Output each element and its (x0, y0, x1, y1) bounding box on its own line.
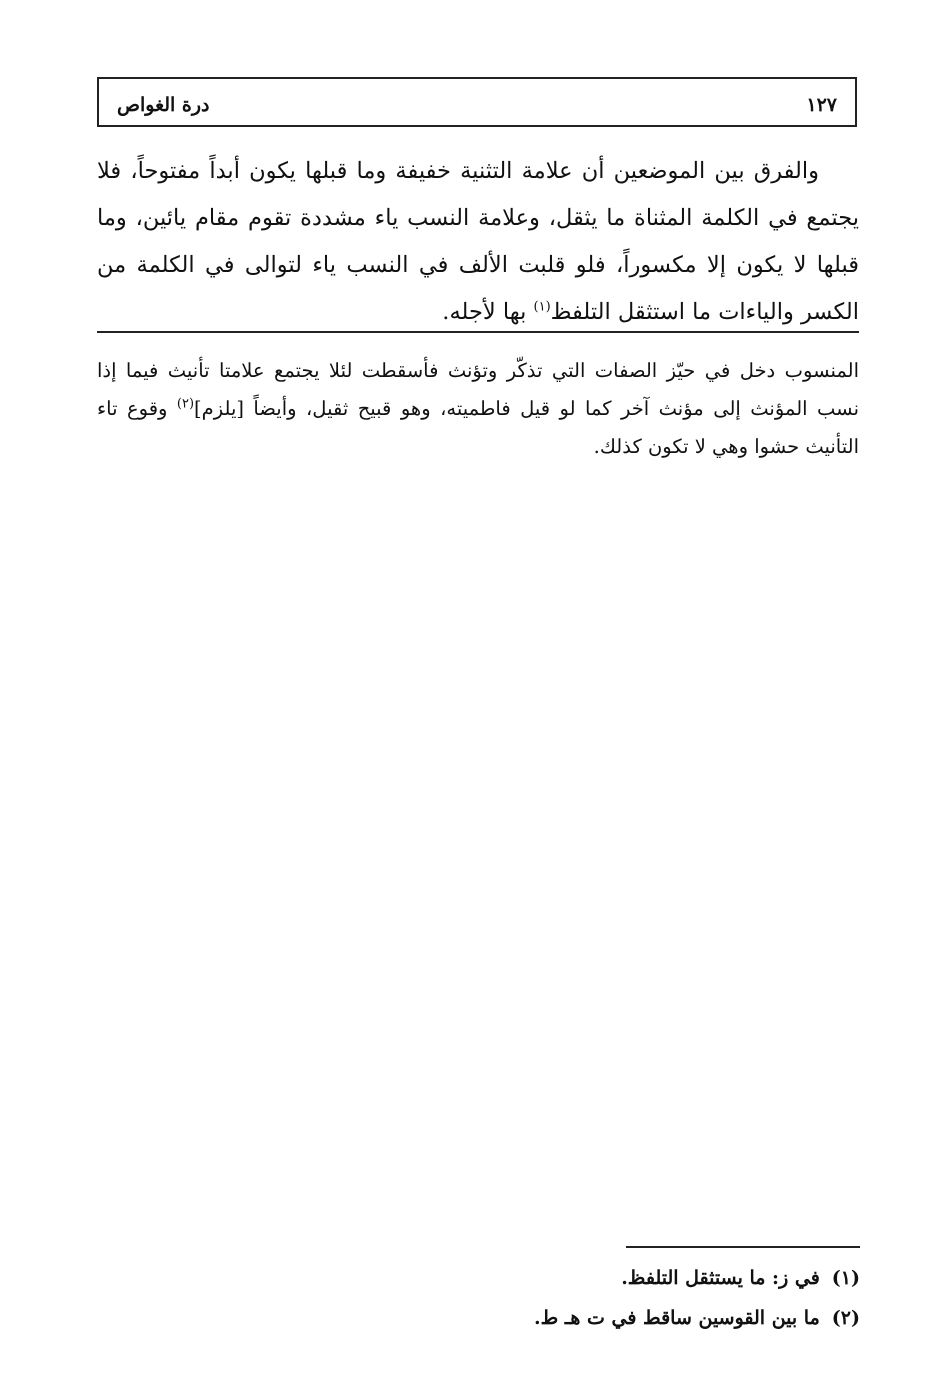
page-number: ١٢٧ (806, 94, 837, 116)
continued-note-text (97, 352, 859, 466)
main-paragraph (97, 148, 859, 336)
footnote-number: (٢) (831, 1307, 860, 1329)
footnote-text: في ز: ما يستثقل التلفظ. (621, 1267, 820, 1289)
section-divider (97, 331, 859, 333)
footnote-marker-1: (١) (533, 299, 551, 315)
note-text-part-2: وقوع تاء التأنيث حشوا وهي لا تكون كذلك. (97, 397, 859, 458)
footnotes (300, 1258, 860, 1338)
footnote-number: (١) (831, 1267, 860, 1289)
continued-note (97, 352, 859, 466)
note-text-part-1: المنسوب دخل في حيّز الصفات التي تذكّر وتؤنث فأسقطت لئلا يجتمع علامتا تأنيث فيما إذا نسب المؤنث إلى مؤنث آخر كما لو قيل فاطميته، وهو قبيح ثقيل، وأيضاً [يلزم] (97, 359, 859, 420)
footnote-rule (626, 1246, 860, 1248)
main-paragraph-text (97, 148, 859, 336)
footnote-text: ما بين القوسين ساقط في ت هـ ط. (534, 1307, 820, 1329)
main-text-part-2: بها لأجله. (442, 299, 534, 325)
running-title: درة الغواص (117, 94, 210, 116)
main-text-part-1: والفرق بين الموضعين أن علامة التثنية خفيفة وما قبلها يكون أبداً مفتوحاً، فلا يجتمع في الكلمة المثناة ما يثقل، وعلامة النسب ياء مشددة تقوم مقام يائين، وما قبلها لا يكون إلا مكسوراً، فلو قلبت الألف في النسب ياء لتوالى في الكلمة من الكسر والياءات ما استثقل التلفظ (97, 158, 859, 325)
footnote-2 (300, 1298, 860, 1338)
running-header (97, 77, 857, 127)
footnote-marker-2: (٢) (176, 396, 195, 412)
footnote-1 (300, 1258, 860, 1298)
